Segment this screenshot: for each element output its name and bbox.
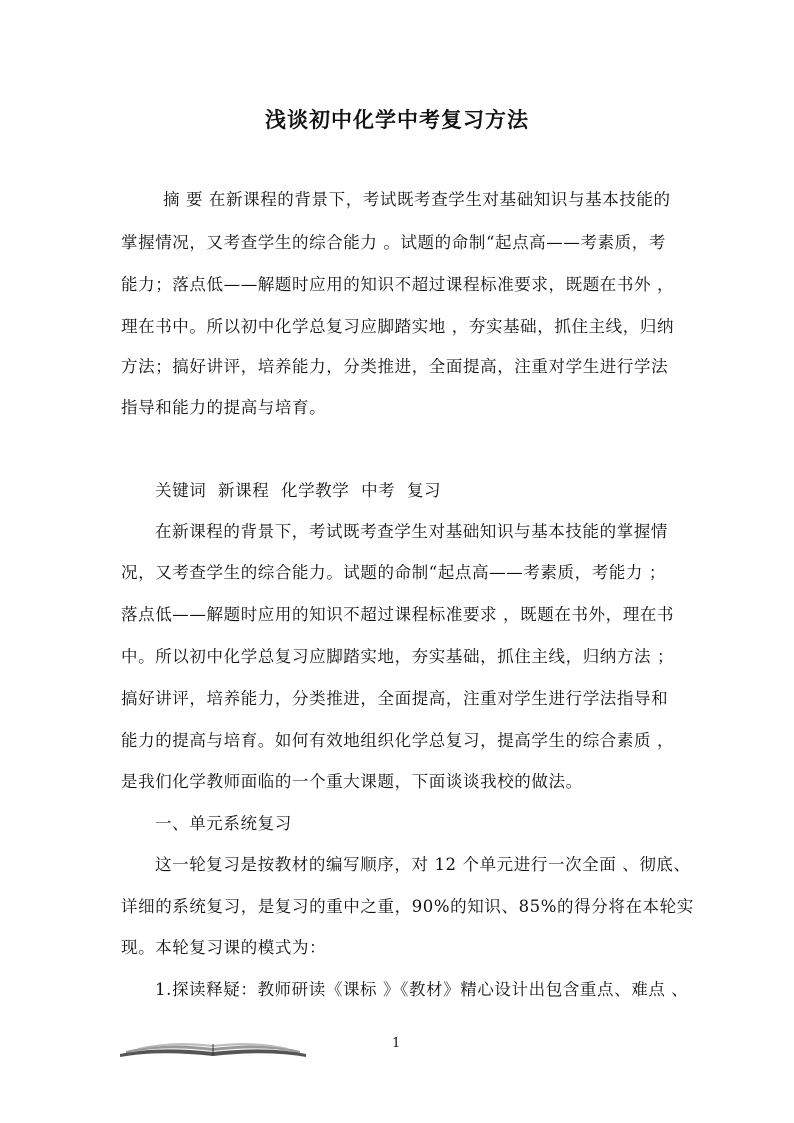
body-line: 是我们化学教师面临的一个重大课题，下面谈谈我校的做法。 <box>121 772 583 791</box>
keywords-line: 关键词 新课程 化学教学 中考 复习 <box>155 481 442 500</box>
abstract-line: 能力；落点低——解题时应用的知识不超过课程标准要求，既题在书外 ， <box>121 275 675 294</box>
document-title: 浅谈初中化学中考复习方法 <box>265 107 529 132</box>
body-line: 详细的系统复习，是复习的重中之重，90%的知识、85%的得分将在本轮实 <box>121 897 694 916</box>
body-line: 现。本轮复习课的模式为： <box>121 938 327 957</box>
abstract-line: 指导和能力的提高与培育。 <box>121 398 327 417</box>
body-line: 中。所以初中化学总复习应脚踏实地，夯实基础，抓住主线，归纳方法 ； <box>121 647 675 666</box>
open-book-icon <box>118 1036 308 1058</box>
body-line: 能力的提高与培育。如何有效地组织化学总复习，提高学生的综合素质 ， <box>121 731 675 750</box>
body-line: 在新课程的背景下，考试既考查学生对基础知识与基本技能的掌握情 <box>155 522 668 541</box>
body-line: 搞好讲评，培养能力，分类推进，全面提高，注重对学生进行学法指导和 <box>121 689 669 708</box>
abstract-line: 摘 要 在新课程的背景下，考试既考查学生对基础知识与基本技能的 <box>163 190 671 209</box>
abstract-line: 理在书中。所以初中化学总复习应脚踏实地 ，夯实基础，抓住主线，归纳 <box>121 317 675 336</box>
body-line: 这一轮复习是按教材的编写顺序，对 12 个单元进行一次全面 、彻底、 <box>155 855 691 874</box>
abstract-line: 方法；搞好讲评，培养能力，分类推进，全面提高，注重对学生进行学法 <box>121 357 669 376</box>
page-number: 1 <box>392 1036 401 1051</box>
body-line: 落点低——解题时应用的知识不超过课程标准要求 ，既题在书外，理在书 <box>121 605 675 624</box>
section-heading: 一、单元系统复习 <box>155 814 292 833</box>
abstract-line: 掌握情况，又考查学生的综合能力 。试题的命制“起点高——考素质，考 <box>121 233 666 252</box>
body-line: 1.探读释疑：教师研读《课标 》《教材》精心设计出包含重点、难点 、 <box>155 980 689 999</box>
body-line: 况，又考查学生的综合能力。试题的命制“起点高——考素质，考能力 ； <box>121 563 666 582</box>
